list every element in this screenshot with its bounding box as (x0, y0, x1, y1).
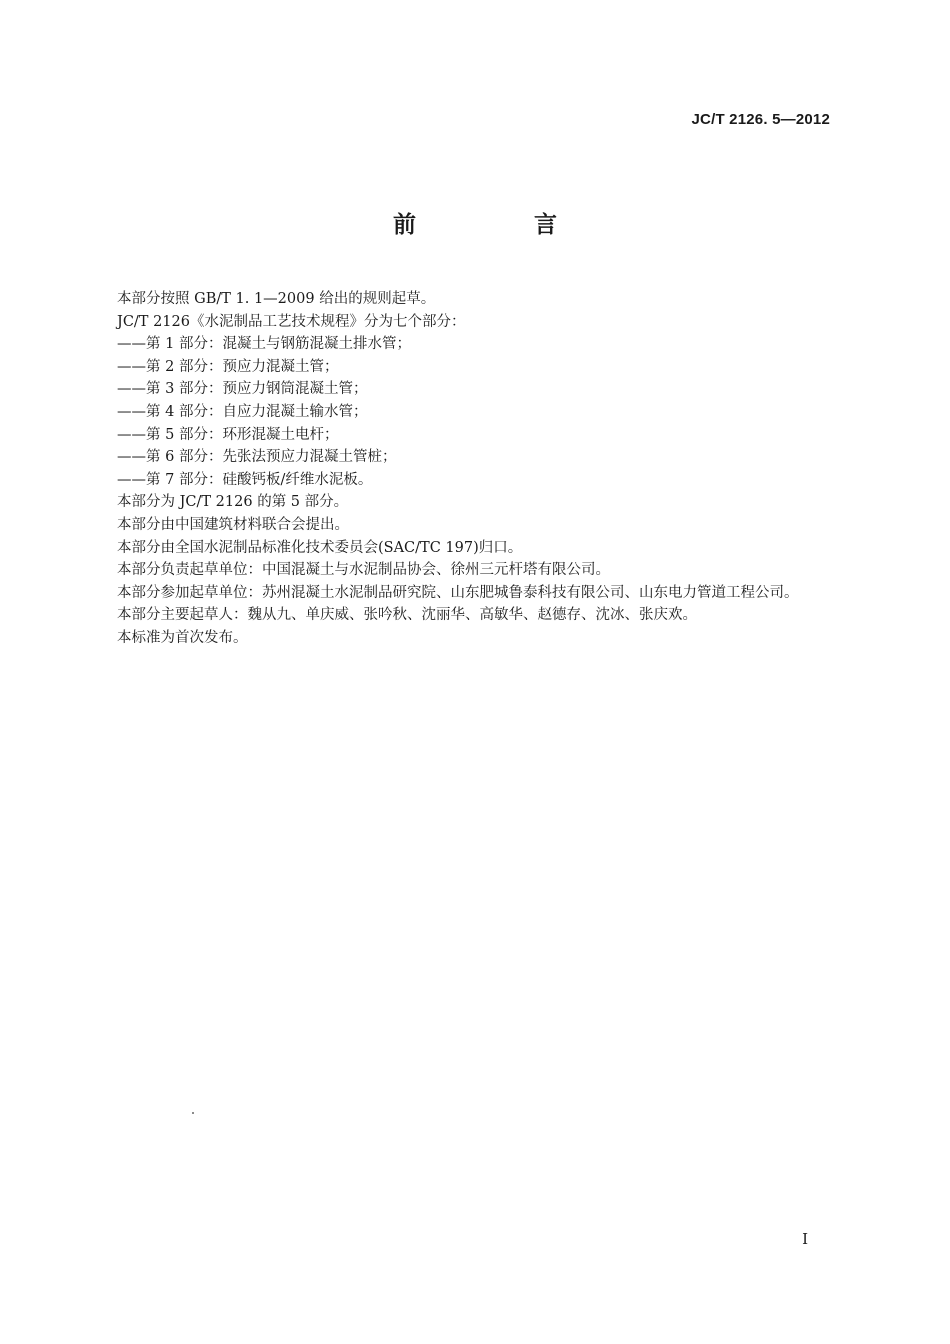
list-item-part-7: ——第 7 部分：硅酸钙板/纤维水泥板。 (117, 471, 373, 488)
page-number: I (802, 1230, 808, 1248)
scan-speck (192, 1112, 194, 1114)
paragraph-proposed-by: 本部分由中国建筑材料联合会提出。 (117, 516, 349, 533)
list-item-part-2: ——第 2 部分：预应力混凝土管； (117, 358, 339, 375)
paragraph-part-number: 本部分为 JC/T 2126 的第 5 部分。 (117, 494, 349, 511)
paragraph-main-drafters: 本部分主要起草人：魏从九、单庆威、张吟秋、沈丽华、高敏华、赵德存、沈冰、张庆欢。 (117, 607, 697, 624)
list-item-part-5: ——第 5 部分：环形混凝土电杆； (117, 426, 339, 443)
paragraph-participating-drafters: 本部分参加起草单位：苏州混凝土水泥制品研究院、山东肥城鲁泰科技有限公司、山东电力管道工程公司。 (117, 584, 799, 601)
paragraph-lead-drafters: 本部分负责起草单位：中国混凝土与水泥制品协会、徐州三元杆塔有限公司。 (117, 562, 610, 579)
standard-code: JC/T 2126. 5—2012 (691, 111, 830, 128)
foreword-body (85, 288, 830, 650)
list-item-part-6: ——第 6 部分：先张法预应力混凝土管桩； (117, 449, 397, 466)
list-item-part-4: ——第 4 部分：自应力混凝土输水管； (117, 403, 368, 420)
paragraph-under-jurisdiction: 本部分由全国水泥制品标准化技术委员会(SAC/TC 197)归口。 (117, 539, 523, 556)
list-item-part-1: ——第 1 部分：混凝土与钢筋混凝土排水管； (117, 336, 411, 353)
page-title: 前 言 (392, 211, 612, 238)
paragraph-parts-intro: JC/T 2126《水泥制品工艺技术规程》分为七个部分： (117, 313, 466, 330)
paragraph-first-release: 本标准为首次发布。 (117, 629, 248, 646)
paragraph-drafting-rule: 本部分按照 GB/T 1. 1—2009 给出的规则起草。 (117, 291, 436, 307)
list-item-part-3: ——第 3 部分：预应力钢筒混凝土管； (117, 381, 368, 398)
